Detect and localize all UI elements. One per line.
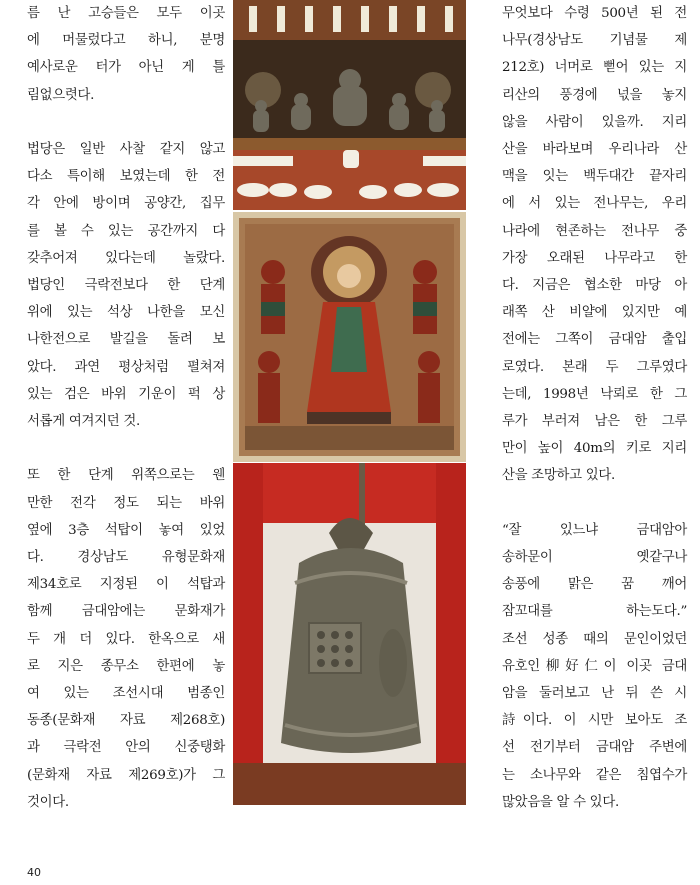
left-text-line: 림없으렷다. xyxy=(27,87,95,103)
right-text-line: 나라에 현존하는 전나무 중 xyxy=(502,223,687,239)
left-text-line: 제34호로 지정된 이 석탑과 xyxy=(27,577,225,593)
altar-buddha-statues-photo xyxy=(233,0,466,210)
right-text-line: 로였다. 본래 두 그루였다 xyxy=(502,359,687,375)
left-paragraph xyxy=(27,136,225,435)
right-text-line: 송하문이 옛같구나 xyxy=(502,550,687,566)
left-text-line: 법당은 일반 사찰 같지 않고 xyxy=(27,142,225,157)
left-text-line: 여 있는 조선시대 범종인 xyxy=(27,686,225,702)
left-text-line: 있는 검은 바위 기운이 퍽 상 xyxy=(27,386,225,402)
right-text-line: 조선 성종 때의 문인이었던 xyxy=(502,631,687,647)
left-text-line: 름 난 고승들은 모두 이곳 xyxy=(27,6,225,21)
right-text-line: 선 전기부터 금대암 주변에 xyxy=(502,740,687,756)
right-text-line: 맥을 잇는 백두대간 끝자리 xyxy=(502,169,687,185)
right-text-line: 리산의 풍경에 넋을 놓지 xyxy=(502,87,687,103)
left-text-line: 다. 경상남도 유형문화재 xyxy=(27,550,225,566)
page-number: 40 xyxy=(27,866,41,879)
right-text-line: 많았음을 알 수 있다. xyxy=(502,794,619,810)
left-text-line: 것이다. xyxy=(27,794,69,810)
right-text-line: 잠꼬대를 하는도다.” xyxy=(502,604,687,620)
shinjung-taenghwa-painting-photo xyxy=(233,212,466,462)
left-text-line: 갖추어져 있다는데 놀랐다. xyxy=(27,250,225,266)
left-text-line: (문화재 자료 제269호)가 그 xyxy=(27,767,225,783)
left-paragraph xyxy=(27,0,225,109)
left-text-column xyxy=(27,0,225,843)
right-text-line: 에 서 있는 전나무는, 우리 xyxy=(502,196,687,212)
left-text-line: 동종(문화재 자료 제268호) xyxy=(27,713,225,729)
left-text-line: 옆에 3층 석탑이 놓여 있었 xyxy=(27,522,225,538)
right-text-line: 래쪽 산 비얄에 있지만 예 xyxy=(502,305,687,321)
left-text-line: 를 볼 수 있는 공간까지 다 xyxy=(27,223,225,239)
right-text-line: 산을 조망하고 있다. xyxy=(502,468,615,484)
right-text-line: 詩이다. 이 시만 보아도 조 xyxy=(502,713,687,729)
left-text-line: 또 한 단계 위쪽으로는 웬 xyxy=(27,468,225,484)
right-text-line: 전에는 그쪽이 금대암 출입 xyxy=(502,332,687,348)
right-text-line: 나무(경상남도 기념물 제 xyxy=(502,33,687,49)
right-text-column xyxy=(502,0,687,843)
left-text-line: 예사로운 터가 아닌 게 틀 xyxy=(27,60,225,76)
right-text-line: 는데, 1998년 낙뢰로 한 그 xyxy=(502,386,687,402)
left-text-line: 함께 금대암에는 문화재가 xyxy=(27,604,225,620)
right-text-line: 만이 높이 40m의 키로 지리 xyxy=(502,441,687,457)
right-text-line: 212호) 너머로 뻗어 있는 지 xyxy=(502,60,687,76)
right-paragraph xyxy=(502,0,687,490)
left-text-line: 나한전으로 발길을 돌려 보 xyxy=(27,332,225,348)
left-text-line: 위에 있는 석상 나한을 모신 xyxy=(27,305,225,321)
right-text-line: 가장 오래된 나무라고 한 xyxy=(502,250,687,266)
right-text-line: 다. 지금은 협소한 마당 아 xyxy=(502,278,687,294)
left-text-line: 다소 특이해 보였는데 한 전 xyxy=(27,169,225,185)
left-paragraph xyxy=(27,462,225,816)
left-text-line: 만한 전각 정도 되는 바위 xyxy=(27,495,225,511)
right-text-line: 산을 바라보며 우리나라 산 xyxy=(502,142,687,158)
left-text-line: 에 머물렀다고 하니, 분명 xyxy=(27,33,225,49)
right-text-line: 루가 부러져 남은 한 그루 xyxy=(502,414,687,430)
left-text-line: 서롭게 여겨지던 것. xyxy=(27,414,140,430)
bronze-bell-photo xyxy=(233,463,466,805)
right-text-line: 암을 둘러보고 난 뒤 쓴 시 xyxy=(502,686,687,702)
left-text-line: 로 지은 종무소 한편에 놓 xyxy=(27,658,225,674)
left-text-line: 각 안에 방이며 공양간, 집무 xyxy=(27,196,225,212)
left-text-line: 법당인 극락전보다 한 단계 xyxy=(27,278,225,294)
right-text-line: 무엇보다 수령 500년 된 전 xyxy=(502,6,687,21)
left-text-line: 과 극락전 안의 신중탱화 xyxy=(27,740,225,756)
right-paragraph xyxy=(502,517,687,816)
right-text-line: 송풍에 맑은 꿈 깨어 xyxy=(502,577,687,593)
right-text-line: 않을 사람이 있을까. 지리 xyxy=(502,114,687,130)
left-text-line: 두 개 더 있다. 한옥으로 새 xyxy=(27,631,225,647)
right-text-line: 유호인柳好仁이 이곳 금대 xyxy=(502,658,687,674)
right-text-line: 는 소나무와 같은 침엽수가 xyxy=(502,767,687,783)
right-text-line: “잘 있느냐 금대암아 xyxy=(502,522,687,538)
left-text-line: 았다. 과연 평상처럼 펼쳐져 xyxy=(27,359,225,375)
